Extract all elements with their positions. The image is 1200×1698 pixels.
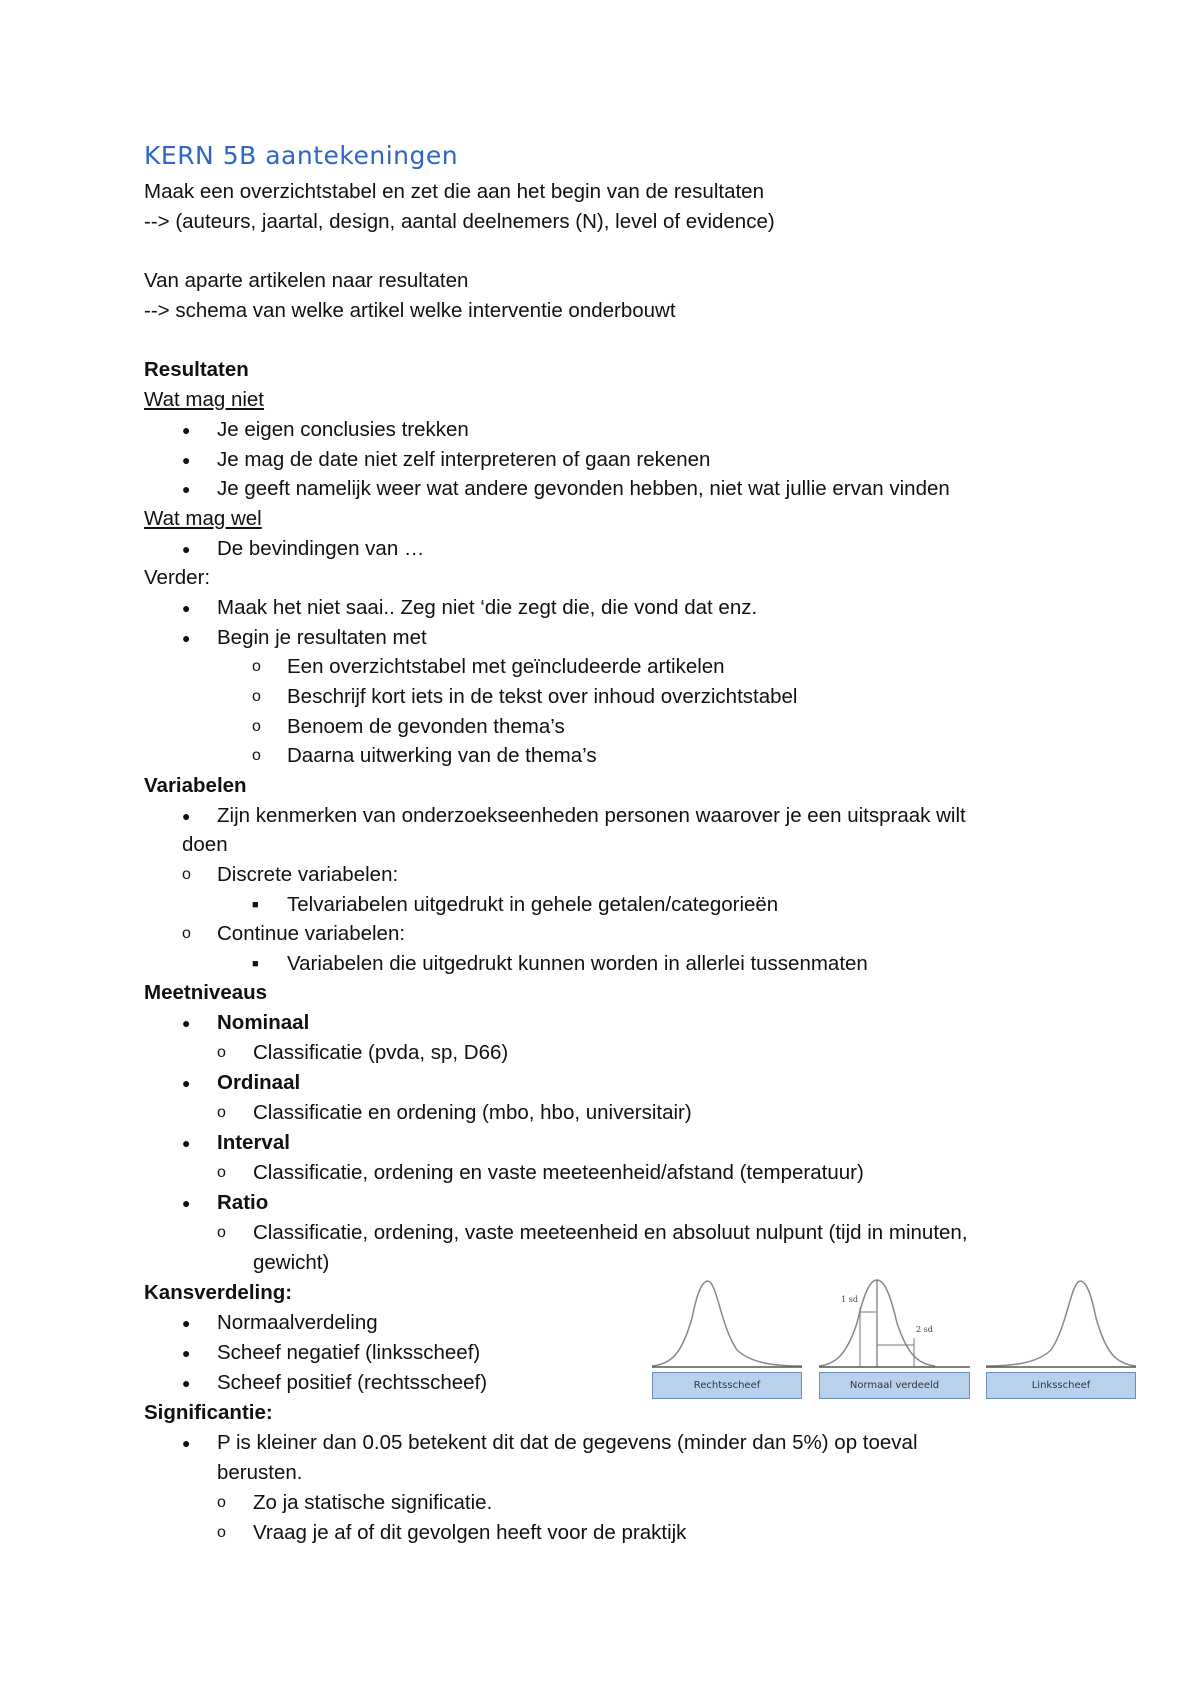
list-subitem: Classificatie, ordening, vaste meeteenheid en absoluut nulpunt (tijd in minuten, xyxy=(253,1221,968,1244)
sd2-label: 2 sd xyxy=(916,1325,933,1334)
bullet-circle-icon: o xyxy=(217,1524,226,1541)
list-item: Begin je resultaten met xyxy=(217,626,427,649)
label-linksscheef: Linksscheef xyxy=(986,1372,1136,1399)
sd1-label: 1 sd xyxy=(841,1295,858,1304)
bullet-dot-icon: ● xyxy=(182,600,191,616)
list-subitem: Benoem de gevonden thema’s xyxy=(287,715,565,738)
list-item: De bevindingen van … xyxy=(217,537,425,560)
document-title: KERN 5B aantekeningen xyxy=(144,141,459,170)
intro-line: --> schema van welke artikel welke interventie onderbouwt xyxy=(144,299,676,322)
section-heading-meetniveaus: Meetniveaus xyxy=(144,981,268,1004)
list-item: Ordinaal xyxy=(217,1071,301,1094)
bullet-circle-icon: o xyxy=(217,1224,226,1241)
bullet-circle-icon: o xyxy=(252,747,261,764)
bullet-dot-icon: ● xyxy=(182,808,191,824)
bullet-dot-icon: ● xyxy=(182,1195,191,1211)
list-subitem: Continue variabelen: xyxy=(217,922,406,945)
intro-line: Van aparte artikelen naar resultaten xyxy=(144,269,469,292)
list-subsubitem: Telvariabelen uitgedrukt in gehele getalen/categorieën xyxy=(287,893,779,916)
list-item: Zijn kenmerken van onderzoekseenheden personen waarover je een uitspraak wilt xyxy=(217,804,966,827)
bullet-square-icon: ■ xyxy=(252,958,259,970)
list-item: Je eigen conclusies trekken xyxy=(217,418,469,441)
list-item: P is kleiner dan 0.05 betekent dit dat de gegevens (minder dan 5%) op toeval xyxy=(217,1431,918,1454)
bullet-dot-icon: ● xyxy=(182,1435,191,1451)
bullet-dot-icon: ● xyxy=(182,1075,191,1091)
bullet-dot-icon: ● xyxy=(182,541,191,557)
list-subitem: Discrete variabelen: xyxy=(217,863,399,886)
list-item: Interval xyxy=(217,1131,290,1154)
list-subitem: Daarna uitwerking van de thema’s xyxy=(287,744,597,767)
label-normaal-verdeeld: Normaal verdeeld xyxy=(819,1372,970,1399)
list-item: Ratio xyxy=(217,1191,269,1214)
bullet-dot-icon: ● xyxy=(182,1015,191,1031)
bullet-dot-icon: ● xyxy=(182,481,191,497)
list-item-continuation: doen xyxy=(182,833,228,856)
list-subitem: Beschrijf kort iets in de tekst over inhoud overzichtstabel xyxy=(287,685,798,708)
intro-line: Maak een overzichtstabel en zet die aan het begin van de resultaten xyxy=(144,180,764,203)
list-subitem: Een overzichtstabel met geïncludeerde artikelen xyxy=(287,655,725,678)
list-subitem: Classificatie en ordening (mbo, hbo, universitair) xyxy=(253,1101,692,1124)
left-skewed-curve xyxy=(986,1281,1136,1366)
list-subitem-continuation: gewicht) xyxy=(253,1251,330,1274)
bullet-circle-icon: o xyxy=(217,1104,226,1121)
list-subitem: Classificatie (pvda, sp, D66) xyxy=(253,1041,509,1064)
bullet-circle-icon: o xyxy=(182,925,191,942)
section-heading-kansverdeling: Kansverdeling: xyxy=(144,1281,293,1304)
bullet-circle-icon: o xyxy=(252,718,261,735)
list-item: Je geeft namelijk weer wat andere gevonden hebben, niet wat jullie ervan vinden xyxy=(217,477,950,500)
bullet-dot-icon: ● xyxy=(182,1375,191,1391)
bullet-circle-icon: o xyxy=(252,658,261,675)
section-heading-significantie: Significantie: xyxy=(144,1401,273,1424)
list-item: Scheef positief (rechtsscheef) xyxy=(217,1371,488,1394)
list-subsubitem: Variabelen die uitgedrukt kunnen worden in allerlei tussenmaten xyxy=(287,952,868,975)
intro-line: --> (auteurs, jaartal, design, aantal deelnemers (N), level of evidence) xyxy=(144,210,775,233)
label-rechtsscheef: Rechtsscheef xyxy=(652,1372,802,1399)
list-item: Maak het niet saai.. Zeg niet ‘die zegt die, die vond dat enz. xyxy=(217,596,758,619)
bullet-dot-icon: ● xyxy=(182,630,191,646)
bullet-circle-icon: o xyxy=(182,866,191,883)
subheading-wat-mag-wel: Wat mag wel xyxy=(144,507,262,530)
section-heading-resultaten: Resultaten xyxy=(144,358,249,381)
bullet-dot-icon: ● xyxy=(182,452,191,468)
bullet-square-icon: ■ xyxy=(252,899,259,911)
bullet-dot-icon: ● xyxy=(182,1315,191,1331)
list-subitem: Vraag je af of dit gevolgen heeft voor de praktijk xyxy=(253,1521,687,1544)
bullet-circle-icon: o xyxy=(217,1494,226,1511)
list-item: Nominaal xyxy=(217,1011,310,1034)
list-item: Je mag de date niet zelf interpreteren of gaan rekenen xyxy=(217,448,711,471)
distribution-curves xyxy=(652,1278,1136,1372)
list-item-continuation: berusten. xyxy=(217,1461,303,1484)
list-subitem: Classificatie, ordening en vaste meeteenheid/afstand (temperatuur) xyxy=(253,1161,864,1184)
list-item: Scheef negatief (linksscheef) xyxy=(217,1341,481,1364)
bullet-circle-icon: o xyxy=(252,688,261,705)
subheading-wat-mag-niet: Wat mag niet xyxy=(144,388,265,411)
bullet-dot-icon: ● xyxy=(182,422,191,438)
bullet-circle-icon: o xyxy=(217,1164,226,1181)
list-subitem: Zo ja statische significatie. xyxy=(253,1491,493,1514)
bullet-dot-icon: ● xyxy=(182,1135,191,1151)
subheading-verder: Verder: xyxy=(144,566,211,589)
section-heading-variabelen: Variabelen xyxy=(144,774,247,797)
bullet-dot-icon: ● xyxy=(182,1345,191,1361)
list-item: Normaalverdeling xyxy=(217,1311,378,1334)
right-skewed-curve xyxy=(652,1281,802,1366)
bullet-circle-icon: o xyxy=(217,1044,226,1061)
distribution-diagram xyxy=(652,1278,1136,1402)
